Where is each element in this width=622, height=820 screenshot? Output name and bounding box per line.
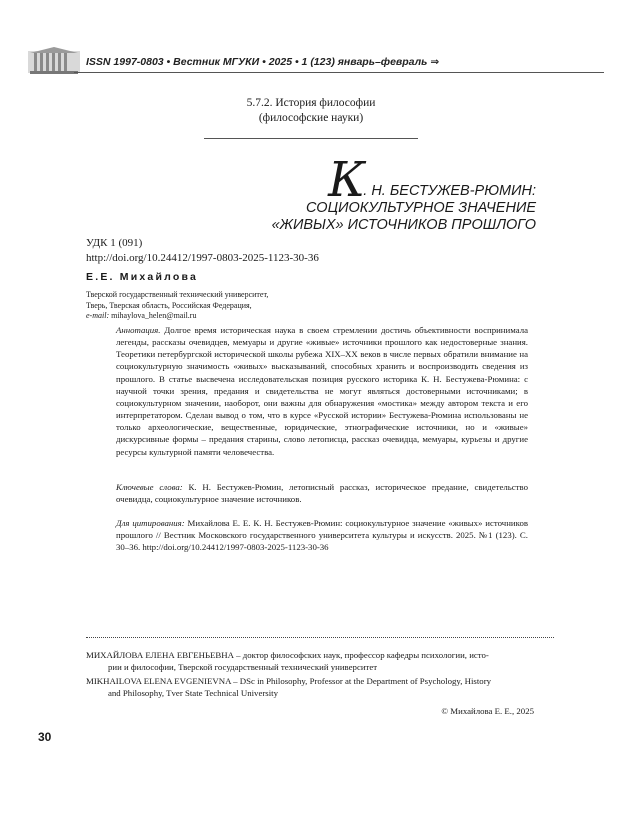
copyright: © Михайлова Е. Е., 2025 [441, 706, 534, 716]
author-affiliation [86, 290, 268, 322]
article-meta [86, 236, 319, 266]
journal-logo [28, 47, 80, 75]
bio-ru-line-1: МИХАЙЛОВА ЕЛЕНА ЕВГЕНЬЕВНА – доктор философских наук, профессор кафедры психологии, исто- [86, 650, 489, 660]
affiliation-line-2: Тверь, Тверская область, Российская Федерация, [86, 300, 252, 310]
abstract-label: Аннотация. [116, 325, 161, 335]
section-subtitle: (философские науки) [258, 112, 364, 124]
section-divider [204, 138, 418, 139]
title-line-2: СОЦИОКУЛЬТУРНОЕ ЗНАЧЕНИЕ [306, 200, 536, 216]
keywords [116, 481, 528, 505]
title-initial: К [328, 152, 364, 208]
header-rule [74, 72, 604, 73]
author-email[interactable]: mihaylova_helen@mail.ru [111, 311, 197, 321]
citation [116, 517, 528, 553]
doi-link[interactable]: http://doi.org/10.24412/1997-0803-2025-1123-30-36 [86, 252, 319, 264]
author-name: Е.Е. Михайлова [86, 271, 198, 283]
bio-en [86, 675, 534, 699]
title-line-1: . Н. БЕСТУЖЕВ-РЮМИН: [363, 183, 536, 199]
title-line-3: «ЖИВЫХ» ИСТОЧНИКОВ ПРОШЛОГО [271, 217, 536, 233]
affiliation-line-1: Тверской государственный технический университет, [86, 290, 269, 299]
bio-ru [86, 649, 534, 673]
abstract-text: Долгое время историческая наука в своем стремлении достичь объективности воспринимала легенды, рассказы очевидцев, мемуары и другие «живые» источники прошлого как недостоверные знания. Теоретики петербургской исторической школы рубежа XIX–XX веков в числе первых обратили внимание на социокультурную значимость «живых» высказываний, способных хранить и воспроизводить сведения из прошлого. В статье высвечена исследовательская позиция русского историка К. Н. Бестужева-Рюмина: с научной точки зрения, предания и свидетельства не могут являться достоверными источниками; в социокультурном значении, наоборот, они важны для обнаружения «мостика» между автором текста и его интерпретатором. Сделан вывод о том, что в курсе «Русской истории» Бестужева-Рюмина использованы не только археологические, вещественные, юридические, этнографические источники, но и «живые» дискурсивные формы – предания старины, слово летописца, рассказ очевидца, мемуары, курьезы и другие ресурсы культурной памяти человечества. [116, 325, 528, 457]
bio-ru-line-2: рии и философии, Тверской государственный технический университет [108, 662, 378, 672]
udk: УДК 1 (091) [86, 237, 143, 249]
keywords-label: Ключевые слова: [116, 482, 183, 492]
abstract [116, 324, 528, 458]
page-number: 30 [38, 730, 52, 744]
keywords-text: К. Н. Бестужев-Рюмин, летописный рассказ, историческое предание, свидетельство очевидца, социокультурное значение источников. [116, 482, 528, 505]
section-code: 5.7.2. История философии [246, 97, 376, 109]
citation-text: Михайлова Е. Е. К. Н. Бестужев-Рюмин: социокультурное значение «живых» источников прошлого // Вестник Московского государственного университета культуры и искусств. 2025. №1 (123). С. 30–36. http://doi.org/10.24412/1997-0803-2025-1123-30-36 [116, 518, 529, 553]
email-label: e-mail: [86, 311, 110, 321]
bio-en-line-2: and Philosophy, Tver State Technical University [108, 688, 278, 698]
article-title [271, 152, 536, 234]
running-head: ISSN 1997-0803 • Вестник МГУКИ • 2025 • 1 (123) январь–февраль ⇒ [86, 56, 440, 68]
footer-divider [86, 637, 554, 638]
citation-label: Для цитирования: [116, 518, 185, 528]
bio-en-line-1: MIKHAILOVA ELENA EVGENIEVNA – DSc in Philosophy, Professor at the Department of Psychology, History [86, 676, 492, 686]
